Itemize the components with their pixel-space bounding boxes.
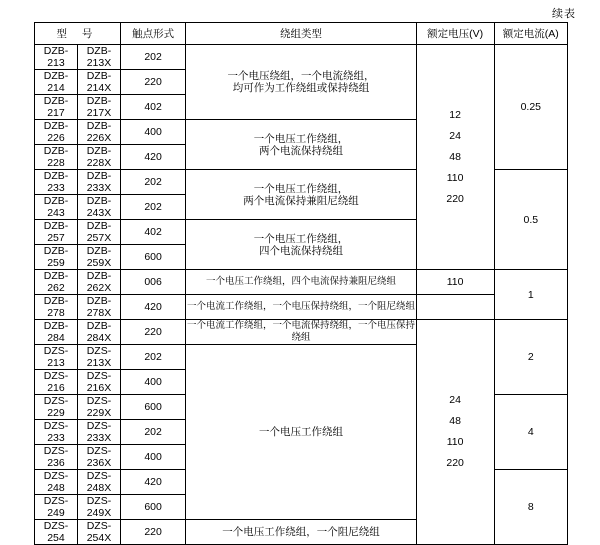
cell-winding-type: 一个电流工作绕组，一个电压保持绕组，一个阻尼绕组: [186, 295, 416, 320]
table-body: [35, 45, 568, 545]
cell-contact-form: 202: [120, 345, 185, 370]
cell-contact-form: 402: [120, 95, 185, 120]
cell-rated-current: 0.5: [494, 170, 567, 270]
cell-model: DZB-262: [35, 270, 78, 295]
cell-winding-type: 一个电压工作绕组， 两个电流保持绕组: [186, 120, 416, 170]
cell-model: DZB-284: [35, 320, 78, 345]
table-header: [35, 23, 568, 45]
cell-rated-current: 1: [494, 270, 567, 320]
cell-model: DZS-216: [35, 370, 78, 395]
cell-model: DZB-217: [35, 95, 78, 120]
cell-contact-form: 202: [120, 195, 185, 220]
cell-contact-form: 600: [120, 495, 185, 520]
cell-model-x: DZB-259X: [77, 245, 120, 270]
cell-model-x: DZB-226X: [77, 120, 120, 145]
cell-contact-form: 220: [120, 70, 185, 95]
cell-model-x: DZB-214X: [77, 70, 120, 95]
cell-model: DZS-229: [35, 395, 78, 420]
cell-model: DZS-236: [35, 445, 78, 470]
cell-model-x: DZB-257X: [77, 220, 120, 245]
cell-contact-form: 220: [120, 320, 185, 345]
column-header-winding-type: 绕组类型: [186, 23, 416, 45]
cell-model: DZB-243: [35, 195, 78, 220]
cell-model-x: DZB-278X: [77, 295, 120, 320]
column-header-contact-form: 触点形式: [120, 23, 185, 45]
continuation-label: 续表: [552, 8, 576, 20]
cell-contact-form: 400: [120, 370, 185, 395]
cell-winding-type: 一个电压工作绕组，一个阻尼绕组: [186, 520, 416, 545]
cell-contact-form: 402: [120, 220, 185, 245]
cell-model: DZB-228: [35, 145, 78, 170]
cell-rated-current: 8: [494, 470, 567, 545]
cell-model: DZS-254: [35, 520, 78, 545]
cell-model: DZS-249: [35, 495, 78, 520]
cell-rated-current: 2: [494, 320, 567, 395]
table-row: [35, 270, 568, 295]
cell-contact-form: 202: [120, 170, 185, 195]
cell-model: DZB-213: [35, 45, 78, 70]
cell-winding-type: 一个电压工作绕组， 四个电流保持绕组: [186, 220, 416, 270]
cell-rated-voltage: 110: [416, 270, 494, 295]
cell-contact-form: 220: [120, 520, 185, 545]
cell-model-x: DZS-233X: [77, 420, 120, 445]
cell-model: DZS-233: [35, 420, 78, 445]
column-header-model: 型 号: [35, 23, 121, 45]
table-row: [35, 45, 568, 70]
cell-winding-type: 一个电流工作绕组，一个电流保持绕组，一个电压保持绕组: [186, 320, 415, 343]
cell-model-x: DZS-236X: [77, 445, 120, 470]
cell-winding-type: 一个电压工作绕组，四个电流保持兼阻尼绕组: [186, 270, 416, 295]
cell-contact-form: 420: [120, 145, 185, 170]
cell-winding-type: 一个电压工作绕组， 两个电流保持兼阻尼绕组: [186, 170, 416, 220]
cell-model-x: DZB-284X: [77, 320, 120, 345]
cell-model: DZB-278: [35, 295, 78, 320]
cell-contact-form: 400: [120, 120, 185, 145]
cell-model-x: DZS-213X: [77, 345, 120, 370]
table-row: [35, 320, 568, 345]
column-header-rated-voltage: 额定电压(V): [416, 23, 494, 45]
column-header-rated-current: 额定电流(A): [494, 23, 567, 45]
cell-model: DZB-233: [35, 170, 78, 195]
cell-contact-form: 202: [120, 45, 185, 70]
cell-winding-type: 一个电压绕组，一个电流绕组， 均可作为工作绕组或保持绕组: [186, 45, 416, 120]
cell-model-x: DZS-254X: [77, 520, 120, 545]
cell-model-x: DZB-233X: [77, 170, 120, 195]
cell-contact-form: 420: [120, 470, 185, 495]
cell-contact-form: 202: [120, 420, 185, 445]
cell-model: DZB-259: [35, 245, 78, 270]
cell-model-x: DZS-216X: [77, 370, 120, 395]
table-row: [35, 295, 568, 320]
cell-contact-form: 600: [120, 395, 185, 420]
cell-model-x: DZB-217X: [77, 95, 120, 120]
cell-model-x: DZB-243X: [77, 195, 120, 220]
cell-model-x: DZS-249X: [77, 495, 120, 520]
cell-rated-voltage: 24 48 110 220: [416, 320, 494, 545]
cell-model: DZS-248: [35, 470, 78, 495]
cell-model-x: DZS-229X: [77, 395, 120, 420]
specification-table: [34, 22, 568, 545]
cell-model: DZS-213: [35, 345, 78, 370]
cell-model-x: DZB-228X: [77, 145, 120, 170]
cell-model: DZB-214: [35, 70, 78, 95]
cell-model: DZB-257: [35, 220, 78, 245]
cell-rated-current: 4: [494, 395, 567, 470]
cell-rated-voltage: 12 24 48 110 220: [416, 45, 494, 270]
cell-winding-type: 一个电压工作绕组: [186, 345, 416, 520]
cell-rated-current: 0.25: [494, 45, 567, 170]
table-header-row: [35, 23, 568, 45]
cell-model-x: DZB-213X: [77, 45, 120, 70]
cell-contact-form: 400: [120, 445, 185, 470]
cell-model-x: DZB-262X: [77, 270, 120, 295]
cell-contact-form: 006: [120, 270, 185, 295]
cell-rated-voltage: [416, 295, 494, 320]
cell-model-x: DZS-248X: [77, 470, 120, 495]
cell-model: DZB-226: [35, 120, 78, 145]
cell-contact-form: 600: [120, 245, 185, 270]
cell-contact-form: 420: [120, 295, 185, 320]
